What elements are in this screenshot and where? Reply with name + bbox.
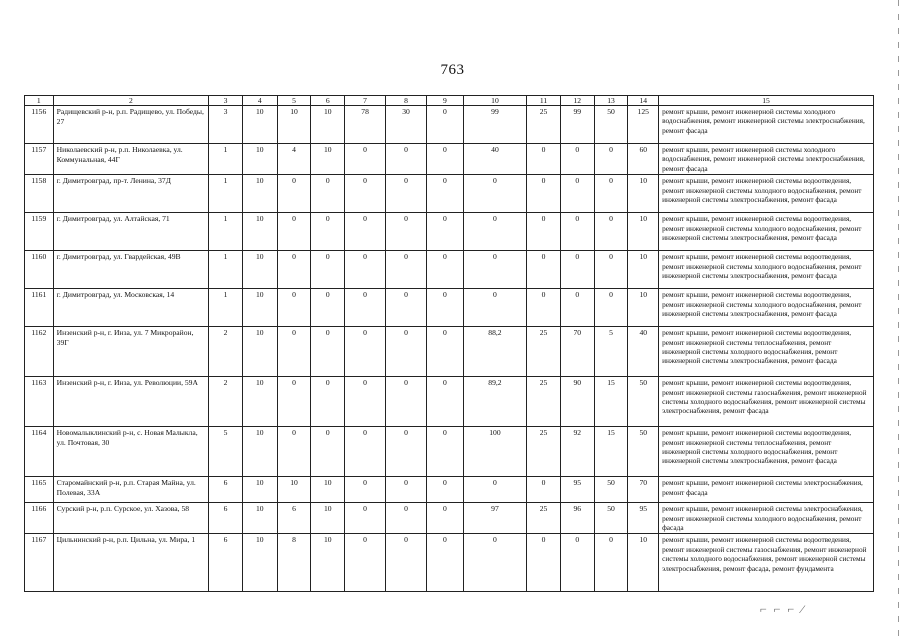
cell-value: 90 <box>560 377 594 427</box>
column-header: 5 <box>277 96 311 106</box>
cell-value: 0 <box>345 213 386 251</box>
cell-value: 0 <box>277 213 311 251</box>
row-address: Старомайнский р-н, р.п. Старая Майна, ул. Полевая, 33А <box>53 477 208 503</box>
cell-value: 40 <box>463 144 526 175</box>
cell-value: 0 <box>527 289 561 327</box>
cell-value: 50 <box>628 427 659 477</box>
cell-value: 10 <box>242 289 277 327</box>
table-row <box>25 175 874 213</box>
cell-value: 0 <box>426 144 463 175</box>
row-id: 1161 <box>25 289 54 327</box>
cell-value: 0 <box>311 289 345 327</box>
cell-value: 99 <box>463 106 526 144</box>
cell-value: 0 <box>345 503 386 534</box>
column-header: 14 <box>628 96 659 106</box>
cell-value: 1 <box>209 175 243 213</box>
row-id: 1158 <box>25 175 54 213</box>
cell-value: 0 <box>311 427 345 477</box>
column-header: 13 <box>594 96 628 106</box>
cell-value: 99 <box>560 106 594 144</box>
cell-value: 0 <box>386 327 427 377</box>
cell-value: 97 <box>463 503 526 534</box>
column-header: 2 <box>53 96 208 106</box>
row-id: 1160 <box>25 251 54 289</box>
table-row <box>25 503 874 534</box>
cell-value: 10 <box>242 534 277 592</box>
cell-value: 100 <box>463 427 526 477</box>
cell-value: 0 <box>345 377 386 427</box>
row-works: ремонт крыши, ремонт инженерной системы холодного водоснабжения, ремонт инженерной системы электроснабжения, ремонт фасада <box>659 106 874 144</box>
column-header: 10 <box>463 96 526 106</box>
cell-value: 10 <box>242 213 277 251</box>
cell-value: 0 <box>594 175 628 213</box>
cell-value: 0 <box>311 251 345 289</box>
table-row <box>25 477 874 503</box>
cell-value: 0 <box>527 534 561 592</box>
row-address: г. Димитровград, пр-т. Ленина, 37Д <box>53 175 208 213</box>
row-works: ремонт крыши, ремонт инженерной системы водоотведения, ремонт инженерной системы холодного водоснабжения, ремонт инженерной системы электроснабжения, ремонт фасада <box>659 213 874 251</box>
column-header: 6 <box>311 96 345 106</box>
row-id: 1167 <box>25 534 54 592</box>
header-row <box>25 96 874 106</box>
cell-value: 0 <box>386 175 427 213</box>
cell-value: 0 <box>560 175 594 213</box>
table-row <box>25 106 874 144</box>
row-id: 1162 <box>25 327 54 377</box>
cell-value: 0 <box>426 106 463 144</box>
cell-value: 0 <box>463 289 526 327</box>
cell-value: 10 <box>242 477 277 503</box>
cell-value: 0 <box>463 251 526 289</box>
column-header: 12 <box>560 96 594 106</box>
cell-value: 40 <box>628 327 659 377</box>
cell-value: 60 <box>628 144 659 175</box>
cell-value: 10 <box>242 503 277 534</box>
row-works: ремонт крыши, ремонт инженерной системы водоотведения, ремонт инженерной системы теплоснабжения, ремонт инженерной системы холодного водоснабжения, ремонт инженерной системы электроснабжения, ремонт фасада <box>659 427 874 477</box>
row-id: 1166 <box>25 503 54 534</box>
cell-value: 0 <box>311 327 345 377</box>
cell-value: 25 <box>527 327 561 377</box>
cell-value: 0 <box>277 427 311 477</box>
cell-value: 10 <box>311 477 345 503</box>
cell-value: 0 <box>594 534 628 592</box>
cell-value: 125 <box>628 106 659 144</box>
row-works: ремонт крыши, ремонт инженерной системы электроснабжения, ремонт инженерной системы холодного водоснабжения, ремонт фасада <box>659 503 874 534</box>
cell-value: 0 <box>345 477 386 503</box>
cell-value: 0 <box>426 534 463 592</box>
cell-value: 10 <box>242 144 277 175</box>
cell-value: 78 <box>345 106 386 144</box>
cell-value: 0 <box>594 144 628 175</box>
cell-value: 10 <box>628 289 659 327</box>
cell-value: 0 <box>311 175 345 213</box>
cell-value: 0 <box>426 289 463 327</box>
cell-value: 89,2 <box>463 377 526 427</box>
cell-value: 0 <box>594 289 628 327</box>
cell-value: 2 <box>209 327 243 377</box>
cell-value: 1 <box>209 144 243 175</box>
cell-value: 0 <box>311 213 345 251</box>
cell-value: 0 <box>345 175 386 213</box>
cell-value: 96 <box>560 503 594 534</box>
cell-value: 0 <box>426 175 463 213</box>
cell-value: 0 <box>386 503 427 534</box>
cell-value: 0 <box>527 175 561 213</box>
column-header: 3 <box>209 96 243 106</box>
cell-value: 0 <box>345 289 386 327</box>
cell-value: 0 <box>277 175 311 213</box>
cell-value: 0 <box>345 327 386 377</box>
cell-value: 0 <box>386 289 427 327</box>
cell-value: 0 <box>386 144 427 175</box>
cell-value: 6 <box>277 503 311 534</box>
handwritten-mark: ⌐ ⌐ ⌐ ⁄ <box>760 602 806 616</box>
cell-value: 10 <box>311 106 345 144</box>
cell-value: 10 <box>628 213 659 251</box>
cell-value: 10 <box>242 427 277 477</box>
row-address: Радищевский р-н, р.п. Радищево, ул. Победы, 27 <box>53 106 208 144</box>
cell-value: 10 <box>242 377 277 427</box>
table-row <box>25 427 874 477</box>
cell-value: 0 <box>426 213 463 251</box>
row-works: ремонт крыши, ремонт инженерной системы водоотведения, ремонт инженерной системы теплоснабжения, ремонт инженерной системы холодного водоснабжения, ремонт инженерной системы электроснабжения, ремонт фасада <box>659 327 874 377</box>
cell-value: 10 <box>242 327 277 377</box>
column-header: 9 <box>426 96 463 106</box>
cell-value: 0 <box>426 327 463 377</box>
row-id: 1163 <box>25 377 54 427</box>
cell-value: 0 <box>560 144 594 175</box>
cell-value: 0 <box>560 289 594 327</box>
table-row <box>25 377 874 427</box>
table-row <box>25 289 874 327</box>
cell-value: 25 <box>527 427 561 477</box>
row-address: г. Димитровград, ул. Московская, 14 <box>53 289 208 327</box>
cell-value: 50 <box>594 106 628 144</box>
cell-value: 10 <box>311 144 345 175</box>
column-header: 8 <box>386 96 427 106</box>
table-row <box>25 534 874 592</box>
cell-value: 0 <box>463 213 526 251</box>
row-address: Цильнинский р-н, р.п. Цильна, ул. Мира, 1 <box>53 534 208 592</box>
cell-value: 10 <box>242 251 277 289</box>
cell-value: 25 <box>527 377 561 427</box>
cell-value: 6 <box>209 503 243 534</box>
cell-value: 0 <box>527 213 561 251</box>
cell-value: 0 <box>426 251 463 289</box>
cell-value: 0 <box>594 251 628 289</box>
row-works: ремонт крыши, ремонт инженерной системы водоотведения, ремонт инженерной системы холодного водоснабжения, ремонт инженерной системы электроснабжения, ремонт фасада <box>659 175 874 213</box>
row-address: Сурский р-н, р.п. Сурское, ул. Хазова, 58 <box>53 503 208 534</box>
cell-value: 10 <box>277 106 311 144</box>
cell-value: 0 <box>426 503 463 534</box>
cell-value: 5 <box>594 327 628 377</box>
cell-value: 10 <box>242 175 277 213</box>
cell-value: 0 <box>527 144 561 175</box>
cell-value: 6 <box>209 534 243 592</box>
cell-value: 10 <box>628 175 659 213</box>
cell-value: 0 <box>463 477 526 503</box>
row-id: 1159 <box>25 213 54 251</box>
row-works: ремонт крыши, ремонт инженерной системы водоотведения, ремонт инженерной системы газоснабжения, ремонт инженерной системы холодного водоснабжения, ремонт инженерной системы электроснабжения, ремонт фасада <box>659 377 874 427</box>
cell-value: 95 <box>628 503 659 534</box>
cell-value: 0 <box>386 427 427 477</box>
cell-value: 0 <box>277 377 311 427</box>
cell-value: 50 <box>628 377 659 427</box>
cell-value: 2 <box>209 377 243 427</box>
cell-value: 1 <box>209 289 243 327</box>
row-address: Николаевский р-н, р.п. Николаевка, ул. Коммунальная, 44Г <box>53 144 208 175</box>
cell-value: 1 <box>209 213 243 251</box>
cell-value: 0 <box>386 477 427 503</box>
cell-value: 10 <box>628 251 659 289</box>
cell-value: 0 <box>594 213 628 251</box>
cell-value: 0 <box>345 534 386 592</box>
cell-value: 50 <box>594 503 628 534</box>
row-address: г. Димитровград, ул. Алтайская, 71 <box>53 213 208 251</box>
cell-value: 4 <box>277 144 311 175</box>
page-number: 763 <box>440 62 465 78</box>
cell-value: 10 <box>628 534 659 592</box>
cell-value: 0 <box>386 534 427 592</box>
table-row <box>25 251 874 289</box>
row-works: ремонт крыши, ремонт инженерной системы водоотведения, ремонт инженерной системы холодного водоснабжения, ремонт инженерной системы электроснабжения, ремонт фасада <box>659 289 874 327</box>
cell-value: 1 <box>209 251 243 289</box>
cell-value: 95 <box>560 477 594 503</box>
cell-value: 0 <box>345 251 386 289</box>
cell-value: 70 <box>560 327 594 377</box>
cell-value: 0 <box>463 534 526 592</box>
row-id: 1165 <box>25 477 54 503</box>
row-works: ремонт крыши, ремонт инженерной системы водоотведения, ремонт инженерной системы холодного водоснабжения, ремонт инженерной системы электроснабжения, ремонт фасада <box>659 251 874 289</box>
cell-value: 0 <box>311 377 345 427</box>
row-id: 1164 <box>25 427 54 477</box>
table-row <box>25 213 874 251</box>
cell-value: 0 <box>345 144 386 175</box>
repair-program-table <box>24 95 874 592</box>
cell-value: 0 <box>345 427 386 477</box>
row-address: Инзенский р-н, г. Инза, ул. 7 Микрорайон, 39Г <box>53 327 208 377</box>
cell-value: 0 <box>560 213 594 251</box>
cell-value: 6 <box>209 477 243 503</box>
row-id: 1157 <box>25 144 54 175</box>
row-works: ремонт крыши, ремонт инженерной системы электроснабжения, ремонт фасада <box>659 477 874 503</box>
row-address: г. Димитровград, ул. Гвардейская, 49В <box>53 251 208 289</box>
cell-value: 0 <box>527 251 561 289</box>
cell-value: 10 <box>311 534 345 592</box>
cell-value: 0 <box>277 289 311 327</box>
row-works: ремонт крыши, ремонт инженерной системы водоотведения, ремонт инженерной системы газоснабжения, ремонт инженерной системы холодного водоснабжения, ремонт инженерной системы электроснабжения, ремонт фасада, ремонт фундамента <box>659 534 874 592</box>
column-header: 11 <box>527 96 561 106</box>
cell-value: 15 <box>594 377 628 427</box>
cell-value: 0 <box>426 377 463 427</box>
row-address: Новомалыклинский р-н, с. Новая Малыкла, ул. Почтовая, 30 <box>53 427 208 477</box>
column-header: 4 <box>242 96 277 106</box>
cell-value: 3 <box>209 106 243 144</box>
table-row <box>25 144 874 175</box>
cell-value: 5 <box>209 427 243 477</box>
cell-value: 0 <box>277 327 311 377</box>
cell-value: 8 <box>277 534 311 592</box>
cell-value: 0 <box>277 251 311 289</box>
row-address: Инзенский р-н, г. Инза, ул. Революции, 59А <box>53 377 208 427</box>
row-works: ремонт крыши, ремонт инженерной системы холодного водоснабжения, ремонт инженерной системы электроснабжения, ремонт фасада <box>659 144 874 175</box>
cell-value: 0 <box>560 251 594 289</box>
cell-value: 50 <box>594 477 628 503</box>
cell-value: 10 <box>277 477 311 503</box>
cell-value: 0 <box>386 213 427 251</box>
cell-value: 0 <box>426 477 463 503</box>
cell-value: 30 <box>386 106 427 144</box>
cell-value: 0 <box>560 534 594 592</box>
cell-value: 70 <box>628 477 659 503</box>
cell-value: 92 <box>560 427 594 477</box>
cell-value: 0 <box>463 175 526 213</box>
cell-value: 10 <box>242 106 277 144</box>
column-header: 1 <box>25 96 54 106</box>
cell-value: 0 <box>386 377 427 427</box>
column-header: 7 <box>345 96 386 106</box>
cell-value: 88,2 <box>463 327 526 377</box>
column-header: 15 <box>659 96 874 106</box>
row-id: 1156 <box>25 106 54 144</box>
cell-value: 25 <box>527 106 561 144</box>
cell-value: 0 <box>386 251 427 289</box>
cell-value: 15 <box>594 427 628 477</box>
table-row <box>25 327 874 377</box>
cell-value: 0 <box>527 477 561 503</box>
cell-value: 10 <box>311 503 345 534</box>
cell-value: 25 <box>527 503 561 534</box>
scan-edge-mark <box>898 0 899 640</box>
cell-value: 0 <box>426 427 463 477</box>
